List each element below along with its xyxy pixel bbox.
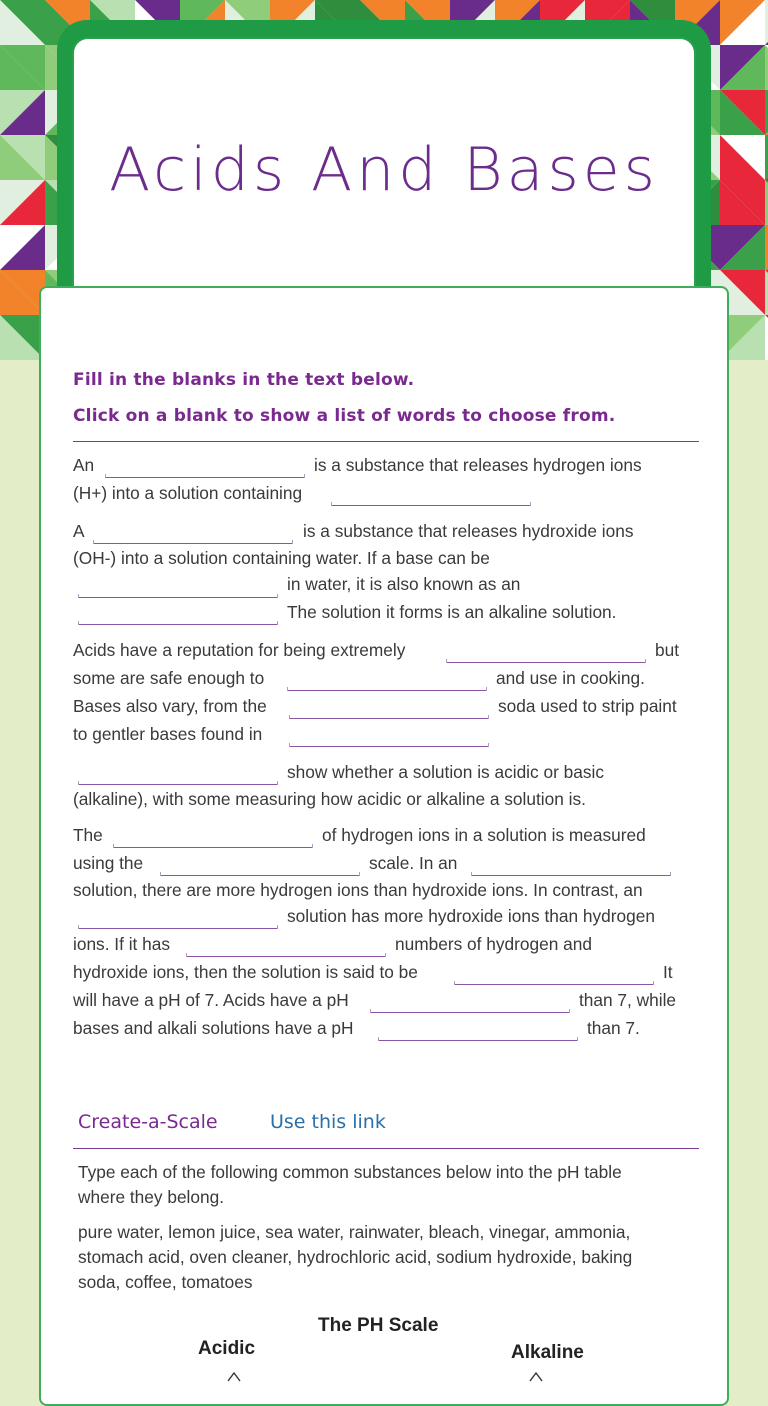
header-card [72,37,696,327]
p2-text-e: The solution it forms is an alkaline solution. [287,602,617,622]
p2-text-c: (OH-) into a solution containing water. If a base can be [73,548,490,568]
p5-text-n: than 7. [587,1018,640,1038]
blank-4[interactable] [78,597,278,598]
blank-8[interactable] [289,718,489,719]
substance-list-3: soda, coffee, tomatoes [78,1272,253,1292]
blank-15[interactable] [186,956,386,957]
p2-text-a: A [73,521,85,541]
p3-text-a: Acids have a reputation for being extremely [73,640,406,660]
p5-text-c: using the [73,853,144,873]
instruction-line-1: Fill in the blanks in the text below. [73,370,415,390]
p1-text-b: is a substance that releases hydrogen ions [314,455,642,475]
blank-7[interactable] [287,690,487,691]
divider [73,441,699,442]
ph-chart-title: The PH Scale [318,1315,439,1336]
blank-13[interactable] [471,875,671,876]
p5-text-m: bases and alkali solutions have a pH [73,1018,354,1038]
p3-text-c: some are safe enough to [73,668,265,688]
scale-divider [73,1148,699,1149]
p2-text-d: in water, it is also known as an [287,574,521,594]
p4-text-a: show whether a solution is acidic or basic [287,762,604,782]
blank-1[interactable] [105,477,305,478]
p5-text-f: solution has more hydroxide ions than hydrogen [287,906,655,926]
p5-text-i: hydroxide ions, then the solution is said to be [73,962,418,982]
p3-text-d: and use in cooking. [496,668,645,688]
blank-2[interactable] [331,505,531,506]
instruction-line-2: Click on a blank to show a list of words to choose from. [73,406,616,426]
blank-17[interactable] [370,1012,570,1013]
p3-text-g: to gentler bases found in [73,724,263,744]
p5-text-a: The [73,825,103,845]
p3-text-f: soda used to strip paint [498,696,677,716]
p5-text-j: It [663,962,673,982]
worksheet-content [39,286,729,1406]
acidic-label: Acidic [198,1338,256,1359]
blank-10[interactable] [78,784,278,785]
blank-16[interactable] [454,984,654,985]
scale-instruction-1: Type each of the following common substances below into the pH table [78,1162,622,1182]
p5-text-l: than 7, while [579,990,677,1010]
p5-text-d: scale. In an [369,853,458,873]
create-a-scale-heading: Create-a-Scale [78,1111,218,1133]
p5-text-h: numbers of hydrogen and [395,934,592,954]
blank-6[interactable] [446,662,646,663]
blank-3[interactable] [93,543,293,544]
p5-text-b: of hydrogen ions in a solution is measured [322,825,646,845]
blank-5[interactable] [78,624,278,625]
p1-text-c: (H+) into a solution containing [73,483,303,503]
blank-12[interactable] [160,875,360,876]
blank-14[interactable] [78,928,278,929]
p3-text-b: but [655,640,680,660]
p5-text-k: will have a pH of 7. Acids have a pH [73,990,349,1010]
substance-list-1: pure water, lemon juice, sea water, rainwater, bleach, vinegar, ammonia, [78,1222,631,1242]
substance-list-2: stomach acid, oven cleaner, hydrochloric acid, sodium hydroxide, baking [78,1247,633,1267]
p3-text-e: Bases also vary, from the [73,696,267,716]
p2-text-b: is a substance that releases hydroxide ions [303,521,634,541]
blank-9[interactable] [289,746,489,747]
blank-18[interactable] [378,1040,578,1041]
p5-text-g: ions. If it has [73,934,171,954]
blank-11[interactable] [113,847,313,848]
use-this-link[interactable]: Use this link [270,1111,386,1133]
scale-instruction-2: where they belong. [78,1187,225,1207]
alkaline-label: Alkaline [511,1342,584,1363]
p5-text-e: solution, there are more hydrogen ions than hydroxide ions. In contrast, an [73,880,643,900]
p4-text-b: (alkaline), with some measuring how acidic or alkaline a solution is. [73,789,586,809]
page-title: Acids And Bases [109,135,659,205]
p1-text-a: An [73,455,95,475]
